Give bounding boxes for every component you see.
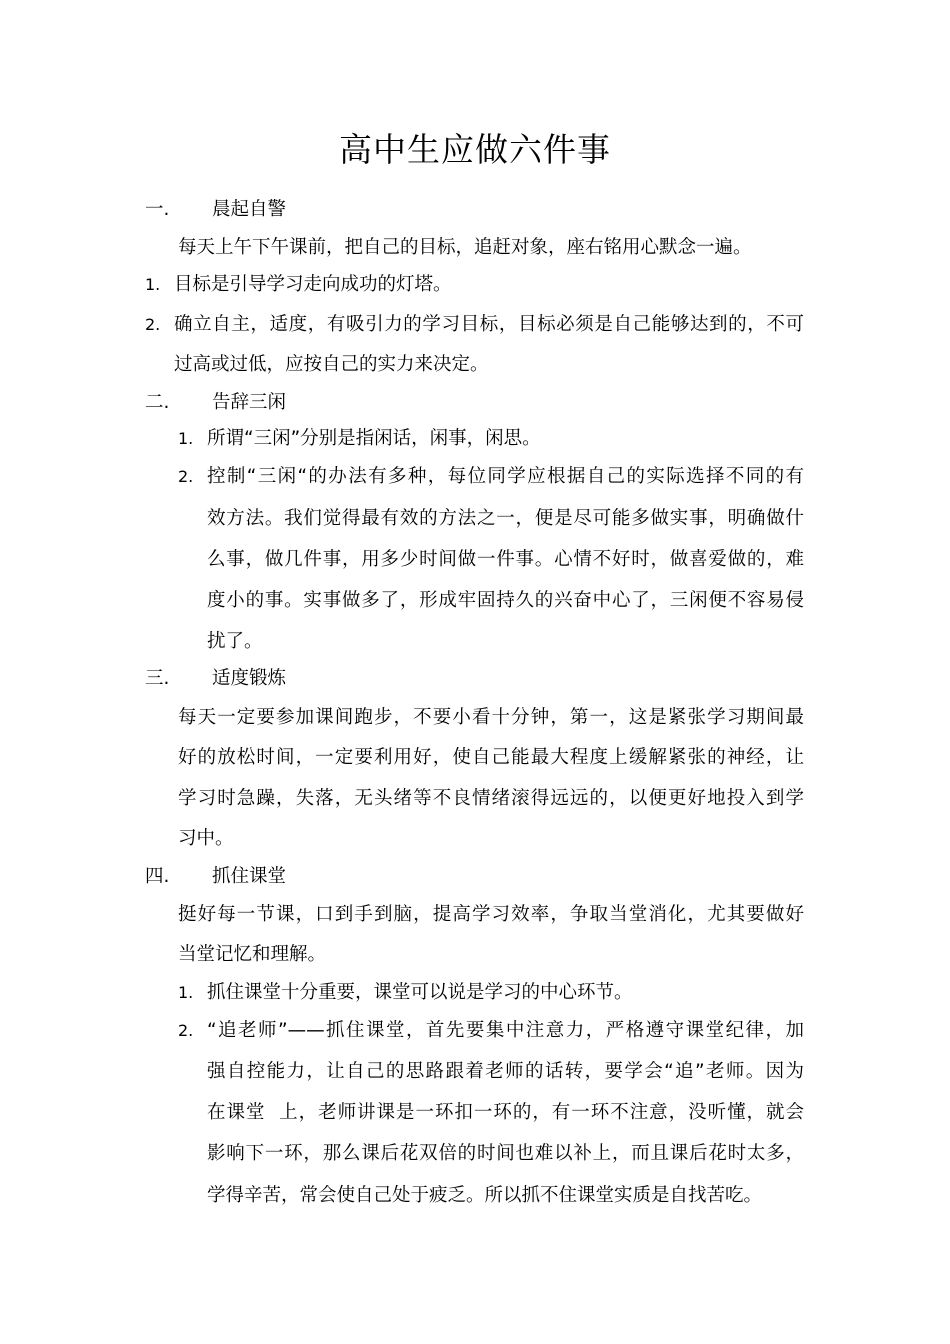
- list-item-text: 强自控能力，让自己的思路跟着老师的话转，要学会“追”老师。因为: [207, 1061, 804, 1082]
- section-number: 一.: [145, 199, 170, 220]
- list-item-number: 2.: [145, 315, 161, 334]
- section-heading: 抓住课堂: [212, 866, 287, 887]
- list-item-text: 控制“三闲“的办法有多种，每位同学应根据自己的实际选择不同的有: [207, 466, 804, 487]
- list-item-text: 影响下一环，那么课后花双倍的时间也难以补上，而且课后花时太多，: [207, 1143, 804, 1164]
- list-item-text: 效方法。我们觉得最有效的方法之一，便是尽可能多做实事，明确做什: [207, 508, 804, 529]
- list-item-text: 么事，做几件事，用多少时间做一件事。心情不好时，做喜爱做的，难: [207, 549, 804, 570]
- list-item-text: 学得辛苦，常会使自己处于疲乏。所以抓不住课堂实质是自找苦吃。: [207, 1185, 763, 1206]
- paragraph-line: 好的放松时间，一定要利用好，使自己能最大程度上缓解紧张的神经，让: [178, 747, 804, 768]
- section-number: 三.: [145, 668, 170, 689]
- section-heading: 告辞三闲: [212, 392, 287, 413]
- list-item-number: 1.: [178, 429, 194, 448]
- list-item-text: 扰了。: [207, 631, 263, 652]
- paragraph-line: 挺好每一节课，口到手到脑，提高学习效率，争取当堂消化，尤其要做好: [178, 904, 804, 925]
- list-item-text: 所谓“三闲”分别是指闲话，闲事，闲思。: [207, 428, 541, 449]
- section-heading: 适度锻炼: [212, 668, 287, 689]
- list-item-text: 在课堂 上，老师讲课是一环扣一环的，有一环不注意，没听懂，就会: [207, 1102, 804, 1123]
- list-item-number: 1.: [178, 983, 194, 1002]
- paragraph-line: 学习时急躁，失落，无头绪等不良情绪滚得远远的，以便更好地投入到学: [178, 788, 804, 809]
- list-item-text: 目标是引导学习走向成功的灯塔。: [174, 274, 452, 295]
- list-item-text: “追老师”——抓住课堂，首先要集中注意力，严格遵守课堂纪律，加: [207, 1020, 804, 1041]
- list-item-text: 度小的事。实事做多了，形成牢固持久的兴奋中心了，三闲便不容易侵: [207, 590, 804, 611]
- paragraph-line: 每天一定要参加课间跑步，不要小看十分钟，第一，这是紧张学习期间最: [178, 707, 804, 728]
- list-item-number: 2.: [178, 1021, 194, 1040]
- list-item-number: 1.: [145, 275, 161, 294]
- section-intro: 每天上午下午课前，把自己的目标，追赶对象，座右铭用心默念一遍。: [178, 237, 752, 258]
- paragraph-line: 当堂记忆和理解。: [178, 944, 327, 965]
- list-item-number: 2.: [178, 467, 194, 486]
- section-number: 二.: [145, 392, 170, 413]
- document-title: 高中生应做六件事: [339, 130, 611, 169]
- section-number: 四.: [145, 866, 170, 887]
- paragraph-line: 习中。: [178, 828, 234, 849]
- list-item-text: 确立自主，适度，有吸引力的学习目标，目标必须是自己能够达到的，不可: [174, 314, 804, 335]
- list-item-text: 抓住课堂十分重要，课堂可以说是学习的中心环节。: [207, 982, 633, 1003]
- section-heading: 晨起自警: [212, 199, 287, 220]
- list-item-text: 过高或过低，应按自己的实力来决定。: [174, 354, 489, 375]
